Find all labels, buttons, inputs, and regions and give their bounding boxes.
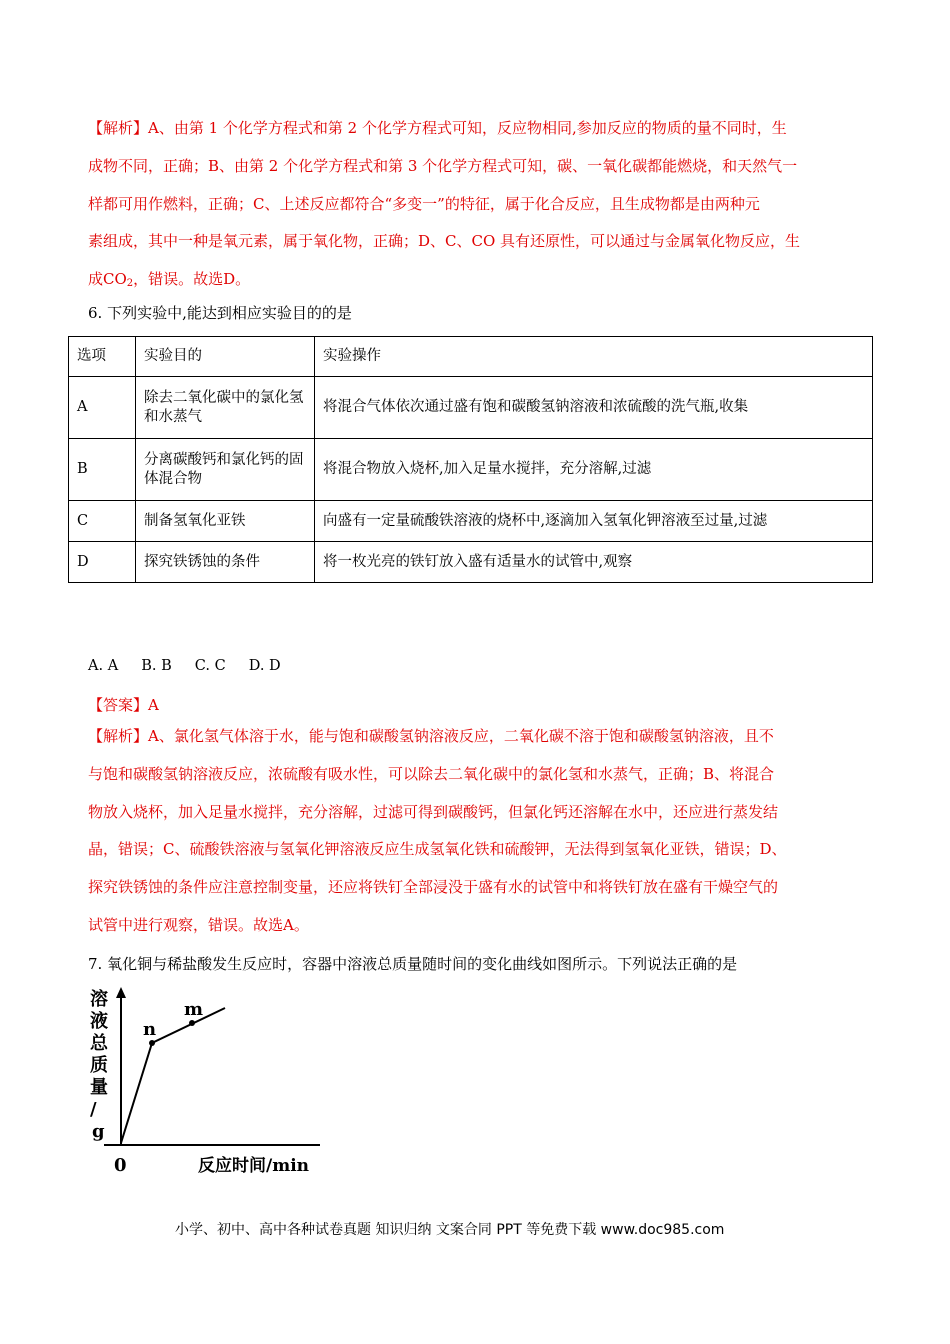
header-operation: 实验操作 [315, 337, 873, 377]
row-operation: 将混合物放入烧杯,加入足量水搅拌，充分溶解,过滤 [315, 439, 873, 501]
header-option: 选项 [69, 337, 136, 377]
y-axis-arrow [116, 987, 126, 998]
row-option: B [69, 439, 136, 501]
table-row [69, 439, 873, 501]
table-header-row [69, 337, 873, 377]
origin-label: 0 [114, 1155, 127, 1176]
y-label-char: 液 [90, 1011, 108, 1032]
row-option: D [69, 542, 136, 583]
row-purpose: 除去二氧化碳中的氯化氢和水蒸气 [136, 377, 315, 439]
q5-last-prefix: 成CO [88, 270, 127, 289]
q5-analysis-line: 素组成，其中一种是氧元素，属于氧化物，正确；D、C、CO 具有还原性，可以通过与金属氧化物反应，生 [88, 232, 801, 251]
mass-curve [121, 1008, 225, 1143]
q6-analysis-line: 晶，错误；C、硫酸铁溶液与氢氧化钾溶液反应生成氢氧化铁和硫酸钾，无法得到氢氧化亚铁，错误；D、 [88, 840, 787, 859]
y-label-char: g [92, 1121, 105, 1142]
y-label-char: / [90, 1099, 97, 1120]
y-axis-label [90, 988, 114, 1142]
q6-stem: 6. 下列实验中,能达到相应实验目的的是 [88, 304, 352, 322]
row-option: C [69, 501, 136, 542]
q5-last-suffix: ，错误。故选D。 [133, 270, 251, 289]
row-operation: 将一枚光亮的铁钉放入盛有适量水的试管中,观察 [315, 542, 873, 583]
row-purpose: 分离碳酸钙和氯化钙的固体混合物 [136, 439, 315, 501]
q6-analysis-line: 【解析】A、氯化氢气体溶于水，能与饱和碳酸氢钠溶液反应，二氧化碳不溶于饱和碳酸氢钠溶液，且不 [88, 727, 774, 745]
row-purpose: 制备氢氧化亚铁 [136, 501, 315, 542]
q5-analysis [88, 110, 868, 299]
q5-analysis-last-line [88, 261, 868, 299]
q6-analysis-line: 试管中进行观察，错误。故选A。 [88, 915, 309, 934]
point-n-marker [149, 1040, 155, 1046]
y-label-char: 总 [90, 1033, 108, 1054]
table-row [69, 377, 873, 439]
q5-analysis-line: 样都可用作燃料，正确；C、上述反应都符合“多变一”的特征，属于化合反应，且生成物都是由两种元 [88, 194, 760, 213]
q5-analysis-line: 【解析】A、由第 1 个化学方程式和第 2 个化学方程式可知，反应物相同,参加反应的物质的量不同时，生 [88, 119, 787, 137]
q6-table [68, 336, 873, 583]
row-operation: 向盛有一定量硫酸铁溶液的烧杯中,逐滴加入氢氧化钾溶液至过量,过滤 [315, 501, 873, 542]
header-purpose: 实验目的 [136, 337, 315, 377]
table-row [69, 501, 873, 542]
x-axis-label: 反应时间/min [198, 1156, 310, 1176]
q6-analysis-line: 探究铁锈蚀的条件应注意控制变量，还应将铁钉全部浸没于盛有水的试管中和将铁钉放在盛有干燥空气的 [88, 878, 779, 897]
q6-answer: 【答案】A [88, 696, 159, 714]
row-option: A [69, 377, 136, 439]
table-row [69, 542, 873, 583]
row-purpose: 探究铁锈蚀的条件 [136, 542, 315, 583]
q7-graph [88, 985, 338, 1180]
q7-stem: 7. 氧化铜与稀盐酸发生反应时，容器中溶液总质量随时间的变化曲线如图所示。下列说法正确的是 [88, 955, 738, 973]
q6-choices: A. A B. B C. C D. D [88, 658, 281, 674]
y-label-char: 质 [90, 1055, 108, 1076]
y-label-char: 溶 [90, 989, 108, 1010]
q5-analysis-line: 成物不同，正确；B、由第 2 个化学方程式和第 3 个化学方程式可知，碳、一氧化碳都能燃烧，和天然气一 [88, 156, 798, 175]
point-m-label: m [184, 999, 204, 1020]
point-n-label: n [143, 1019, 157, 1040]
q6-analysis-line: 物放入烧杯，加入足量水搅拌，充分溶解，过滤可得到碳酸钙，但氯化钙还溶解在水中，还应进行蒸发结 [88, 802, 779, 821]
q5-last-sub: 2 [126, 278, 134, 290]
q6-analysis [88, 718, 868, 945]
y-label-char: 量 [90, 1077, 108, 1098]
point-m-marker [189, 1020, 195, 1026]
page-footer: 小学、初中、高中各种试卷真题 知识归纳 文案合同 PPT 等免费下载 www.doc985.com [175, 1222, 725, 1238]
row-operation: 将混合气体依次通过盛有饱和碳酸氢钠溶液和浓硫酸的洗气瓶,收集 [315, 377, 873, 439]
q6-analysis-line: 与饱和碳酸氢钠溶液反应，浓硫酸有吸水性，可以除去二氧化碳中的氯化氢和水蒸气，正确；B、将混合 [88, 764, 775, 783]
